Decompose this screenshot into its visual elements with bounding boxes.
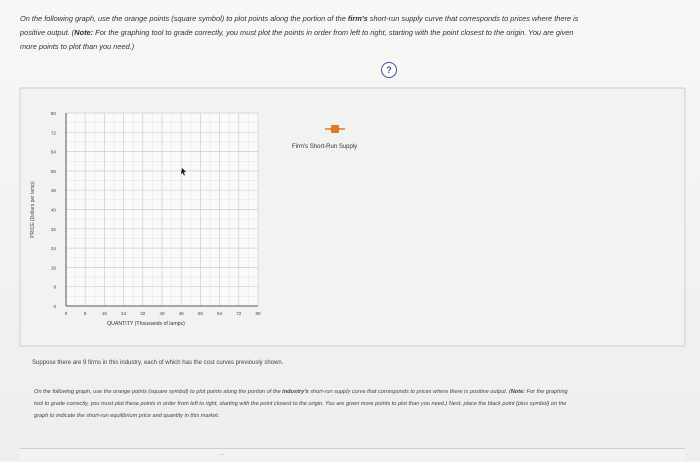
x-tick-label: 48: [178, 311, 184, 316]
instructions-industry: [34, 386, 574, 422]
y-tick-label: 32: [50, 226, 56, 232]
y-tick-label: 0: [53, 304, 56, 309]
instructions-text-3: For the graphing tool to grade correctly, you must plot the points in order from left to right, starting with the point closest to the origin. You are given more points to plot than you need.): [20, 28, 574, 51]
instructions-bold-firm: firm's: [347, 14, 368, 23]
next-graph-panel-edge: [20, 448, 685, 462]
x-tick-label: 0: [64, 311, 68, 316]
y-tick-label: 72: [50, 130, 56, 136]
x-tick-label: 8: [83, 311, 87, 316]
y-tick-label: 80: [50, 111, 56, 116]
x-tick-label: 32: [140, 311, 146, 316]
x-tick-label: 64: [217, 311, 223, 316]
x-tick-label: 80: [255, 311, 261, 316]
y-axis-label: PRICE (Dollars per lamp): [30, 181, 36, 238]
y-tick-label: 48: [50, 188, 56, 194]
x-axis-label: QUANTITY (Thousands of lamps): [107, 321, 185, 327]
instructions-note-label: Note:: [74, 28, 94, 37]
bottom-fragment: ...: [220, 451, 225, 457]
x-tick-label: 40: [159, 311, 165, 316]
x-tick-label: 72: [236, 311, 242, 316]
instructions2-text-3: For the graphing tool to grade correctly, you must plot these points in order from left to right, starting with the point closest to the origin. You are given more points to plot than you need.) Next, place the black point (plus symbol) on the graph to indicate the short-run equilibrium price and quantity in this market.: [34, 389, 568, 419]
legend-label: Firm's Short-Run Supply: [292, 144, 358, 150]
y-tick-label: 40: [50, 207, 56, 213]
x-tick-label: 16: [101, 311, 107, 316]
instructions-text-1: On the following graph, use the orange points (square symbol) to plot points along the portion of the: [20, 14, 348, 23]
instructions-text-2: short-run supply curve that corresponds to prices where there is positive output. (: [20, 14, 579, 37]
y-tick-label: 24: [50, 246, 56, 252]
statement-text: Suppose there are 9 firms in this industry, each of which has the cost curves previously shown.: [32, 360, 284, 366]
y-tick-label: 16: [50, 265, 56, 271]
instructions2-text-2: short-run supply curve that corresponds to prices where there is positive output. (: [308, 389, 511, 395]
x-tick-label: 24: [121, 311, 127, 316]
y-tick-label: 56: [50, 168, 56, 174]
help-icon: ?: [386, 65, 392, 75]
instructions2-note-label: Note:: [510, 389, 526, 395]
legend-orange-square-tool[interactable]: [325, 121, 345, 131]
y-tick-label: 64: [50, 149, 56, 155]
orange-square-icon: [325, 124, 345, 134]
x-tick-label: 56: [197, 311, 203, 316]
instructions2-bold-industry: industry's: [282, 389, 309, 395]
instructions2-text-1: On the following graph, use the orange points (square symbol) to plot points along the portion of the: [34, 389, 283, 395]
y-tick-label: 8: [53, 284, 56, 290]
